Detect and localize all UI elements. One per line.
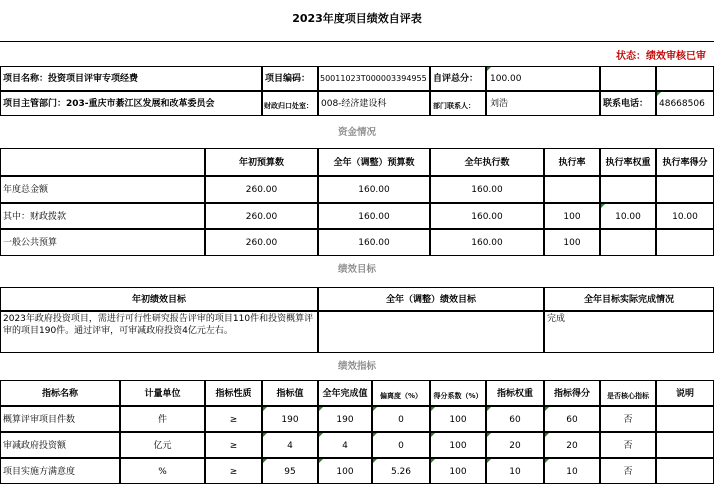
funds-row-executed: 160.00 (430, 203, 544, 229)
goals-initial-text: 2023年政府投资项目，需进行可行性研究报告评审的项目110件和投资概算评审的项目190件。通过评审，可审减政府投资4亿元左右。 (0, 311, 318, 353)
funds-row-score (656, 176, 714, 203)
ind-row-name: 项目实施方满意度 (0, 458, 120, 484)
cell-marker (487, 67, 491, 71)
goals-section-title: 绩效目标 (337, 264, 376, 275)
cell-marker (487, 459, 491, 463)
ind-row-target: 190 (262, 406, 318, 432)
cell-marker (263, 433, 267, 437)
cell-marker (319, 407, 323, 411)
funds-row-initial: 260.00 (205, 176, 318, 203)
ind-row-note (656, 458, 714, 484)
indicators-section-title: 绩效指标 (337, 361, 376, 372)
ind-row-coef: 100 (430, 458, 486, 484)
cell-marker (545, 433, 549, 437)
phone-label: 联系电话： (600, 91, 656, 116)
ind-row-note (656, 432, 714, 458)
funds-row-initial: 260.00 (205, 229, 318, 256)
ind-row-core: 否 (600, 458, 656, 484)
finance-office-label: 财政归口处室： (262, 91, 318, 116)
ind-row-nature: ≥ (205, 406, 262, 432)
ind-header-target: 指标值 (262, 380, 318, 406)
ind-row-core: 否 (600, 406, 656, 432)
funds-row-weight: 10.00 (600, 203, 656, 229)
ind-header-score: 指标得分 (544, 380, 600, 406)
project-name: 项目名称：投资项目评审专项经费 (0, 66, 262, 91)
empty-cell (656, 66, 714, 91)
contact-person: 刘浩 (486, 91, 600, 116)
ind-row-done: 4 (318, 432, 372, 458)
ind-header-name: 指标名称 (0, 380, 120, 406)
ind-row-done: 100 (318, 458, 372, 484)
funds-header-initial: 年初预算数 (205, 148, 318, 176)
cell-marker (373, 407, 377, 411)
ind-row-unit: % (120, 458, 205, 484)
ind-row-dev: 0 (372, 432, 430, 458)
cell-marker (431, 459, 435, 463)
funds-row-label: 年度总金额 (0, 176, 205, 203)
ind-row-coef: 100 (430, 432, 486, 458)
cell-marker (431, 433, 435, 437)
empty-cell (600, 66, 656, 91)
ind-header-nature: 指标性质 (205, 380, 262, 406)
cell-marker (373, 433, 377, 437)
funds-section-title: 资金情况 (337, 127, 376, 138)
ind-header-core: 是否核心指标 (600, 380, 656, 406)
funds-row-executed: 160.00 (430, 229, 544, 256)
phone-number: 48668506 (656, 91, 714, 116)
ind-row-dev: 0 (372, 406, 430, 432)
funds-row-rate: 100 (544, 203, 600, 229)
cell-marker (657, 92, 661, 96)
cell-marker (319, 459, 323, 463)
cell-marker (263, 407, 267, 411)
ind-row-weight: 10 (486, 458, 544, 484)
ind-row-score: 20 (544, 432, 600, 458)
ind-row-unit: 件 (120, 406, 205, 432)
cell-marker (263, 459, 267, 463)
goals-header-initial: 年初绩效目标 (0, 287, 318, 311)
funds-header-adjusted: 全年（调整）预算数 (318, 148, 430, 176)
ind-row-score: 60 (544, 406, 600, 432)
goals-adjusted-text (318, 311, 544, 353)
cell-marker (545, 459, 549, 463)
ind-row-done: 190 (318, 406, 372, 432)
ind-row-target: 95 (262, 458, 318, 484)
title-divider (0, 41, 714, 42)
cell-marker (319, 433, 323, 437)
self-score: 100.00 (486, 66, 600, 91)
page-title: 2023年度项目绩效自评表 (292, 12, 422, 25)
funds-header-executed: 全年执行数 (430, 148, 544, 176)
ind-row-weight: 60 (486, 406, 544, 432)
funds-header-rate: 执行率 (544, 148, 600, 176)
funds-header-score: 执行率得分 (656, 148, 714, 176)
ind-row-dev: 5.26 (372, 458, 430, 484)
funds-row-weight (600, 176, 656, 203)
cell-marker (373, 459, 377, 463)
funds-row-rate (544, 176, 600, 203)
ind-row-target: 4 (262, 432, 318, 458)
finance-office: 008-经济建设科 (318, 91, 430, 116)
ind-row-score: 10 (544, 458, 600, 484)
funds-row-initial: 260.00 (205, 203, 318, 229)
ind-header-note: 说明 (656, 380, 714, 406)
cell-marker (487, 433, 491, 437)
cell-marker (487, 407, 491, 411)
ind-header-deviation: 偏离度（%） (372, 380, 430, 406)
funds-header-weight: 执行率权重 (600, 148, 656, 176)
ind-header-weight: 指标权重 (486, 380, 544, 406)
funds-row-adjusted: 160.00 (318, 229, 430, 256)
funds-row-weight (600, 229, 656, 256)
goals-header-adjusted: 全年（调整）绩效目标 (318, 287, 544, 311)
status-badge: 状态：绩效审核已审 (616, 51, 706, 62)
ind-row-nature: ≥ (205, 458, 262, 484)
funds-row-score (656, 229, 714, 256)
funds-row-adjusted: 160.00 (318, 176, 430, 203)
cell-marker (545, 407, 549, 411)
ind-row-coef: 100 (430, 406, 486, 432)
project-code-label: 项目编码： (262, 66, 318, 91)
funds-row-rate: 100 (544, 229, 600, 256)
ind-row-name: 审减政府投资额 (0, 432, 120, 458)
ind-row-nature: ≥ (205, 432, 262, 458)
funds-row-label: 其中：财政拨款 (0, 203, 205, 229)
cell-marker (431, 407, 435, 411)
goals-header-actual: 全年目标实际完成情况 (544, 287, 714, 311)
ind-header-unit: 计量单位 (120, 380, 205, 406)
ind-row-note (656, 406, 714, 432)
ind-row-core: 否 (600, 432, 656, 458)
ind-row-name: 概算评审项目件数 (0, 406, 120, 432)
ind-row-unit: 亿元 (120, 432, 205, 458)
ind-row-weight: 20 (486, 432, 544, 458)
funds-row-score: 10.00 (656, 203, 714, 229)
cell-marker (601, 204, 605, 208)
project-code: 50011023T000003394955 (318, 66, 430, 91)
funds-header-blank (0, 148, 205, 176)
contact-label: 部门联系人： (430, 91, 486, 116)
goals-actual-text: 完成 (544, 311, 714, 353)
funds-row-executed: 160.00 (430, 176, 544, 203)
funds-row-label: 一般公共预算 (0, 229, 205, 256)
funds-row-adjusted: 160.00 (318, 203, 430, 229)
ind-header-coef: 得分系数（%） (430, 380, 486, 406)
ind-header-done: 全年完成值 (318, 380, 372, 406)
department: 项目主管部门：203-重庆市綦江区发展和改革委员会 (0, 91, 262, 116)
self-score-label: 自评总分： (430, 66, 486, 91)
